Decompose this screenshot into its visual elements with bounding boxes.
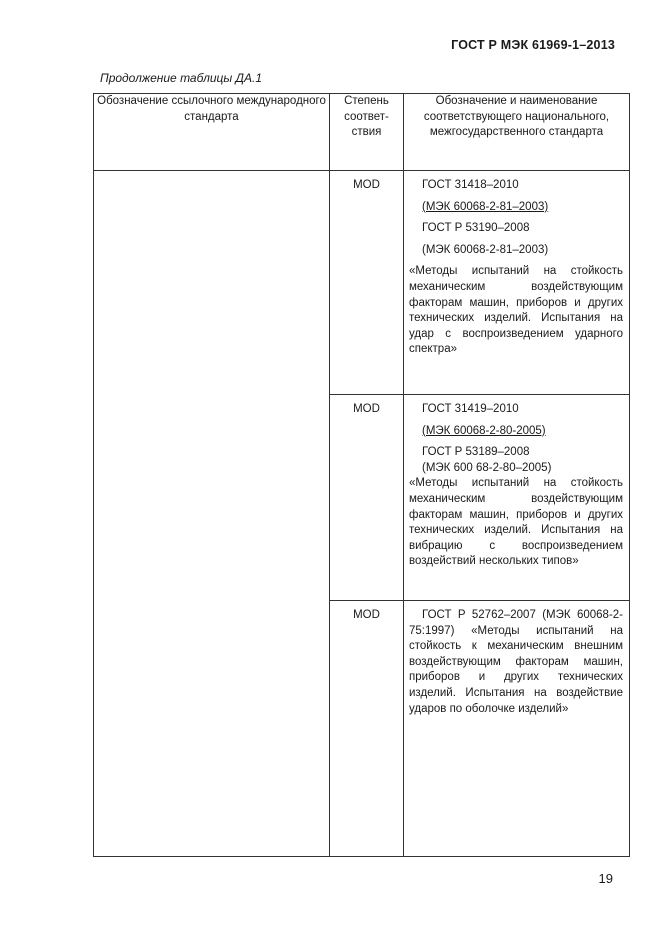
standards-table: [93, 93, 630, 857]
standard-description: «Методы испытаний на стойкость механическим воздействующим факторам машин, приборов и других технических изделий. Испытания на вибрацию с воспроизведением воздействий нескольких типов»: [409, 477, 623, 568]
standard-line: ГОСТ 31419–2010: [422, 403, 519, 415]
table-caption: Продолжение таблицы ДА.1: [100, 71, 263, 85]
standard-line: (МЭК 60068-2-80-2005): [422, 424, 546, 437]
column-header-national: Обозначение и наименование соответствующего национального, межгосударственного стандарта: [404, 94, 630, 171]
column-header-international: Обозначение ссылочного международного стандарта: [94, 94, 330, 171]
national-standard-cell: [404, 601, 630, 857]
table-header-row: [94, 94, 630, 171]
column-header-degree: Степень соответ-ствия: [330, 94, 404, 171]
standard-description: «Методы испытаний на стойкость механическим воздействующим факторам машин, приборов и других технических изделий. Испытания на удар с воспроизведением ударного спектра»: [409, 265, 623, 356]
page-number: 19: [598, 871, 613, 886]
degree-cell: MOD: [330, 171, 404, 395]
national-standard-cell: [404, 395, 630, 601]
degree-cell: MOD: [330, 395, 404, 601]
standard-line: ГОСТ 31418–2010: [422, 179, 519, 191]
degree-cell: MOD: [330, 601, 404, 857]
standard-line: (МЭК 600 68-2-80–2005): [422, 461, 552, 474]
standard-line: (МЭК 60068-2-81–2003): [422, 200, 549, 213]
standard-line: ГОСТ Р 53189–2008: [422, 446, 530, 459]
national-standard-cell: [404, 171, 630, 395]
standard-line: (МЭК 60068-2-81–2003): [422, 243, 549, 256]
document-code: ГОСТ Р МЭК 61969-1–2013: [451, 38, 615, 52]
international-standard-cell: [94, 171, 330, 857]
standard-description: ГОСТ Р 52762–2007 (МЭК 60068-2-75:1997) «Методы испытаний на стойкость к механическим внешним воздействующим факторам машин, приборов и других технических изделий. Испытания на воздействие ударов по оболочке изделий»: [409, 609, 623, 715]
table-row: [94, 171, 630, 395]
standard-line: ГОСТ Р 53190–2008: [422, 222, 530, 235]
